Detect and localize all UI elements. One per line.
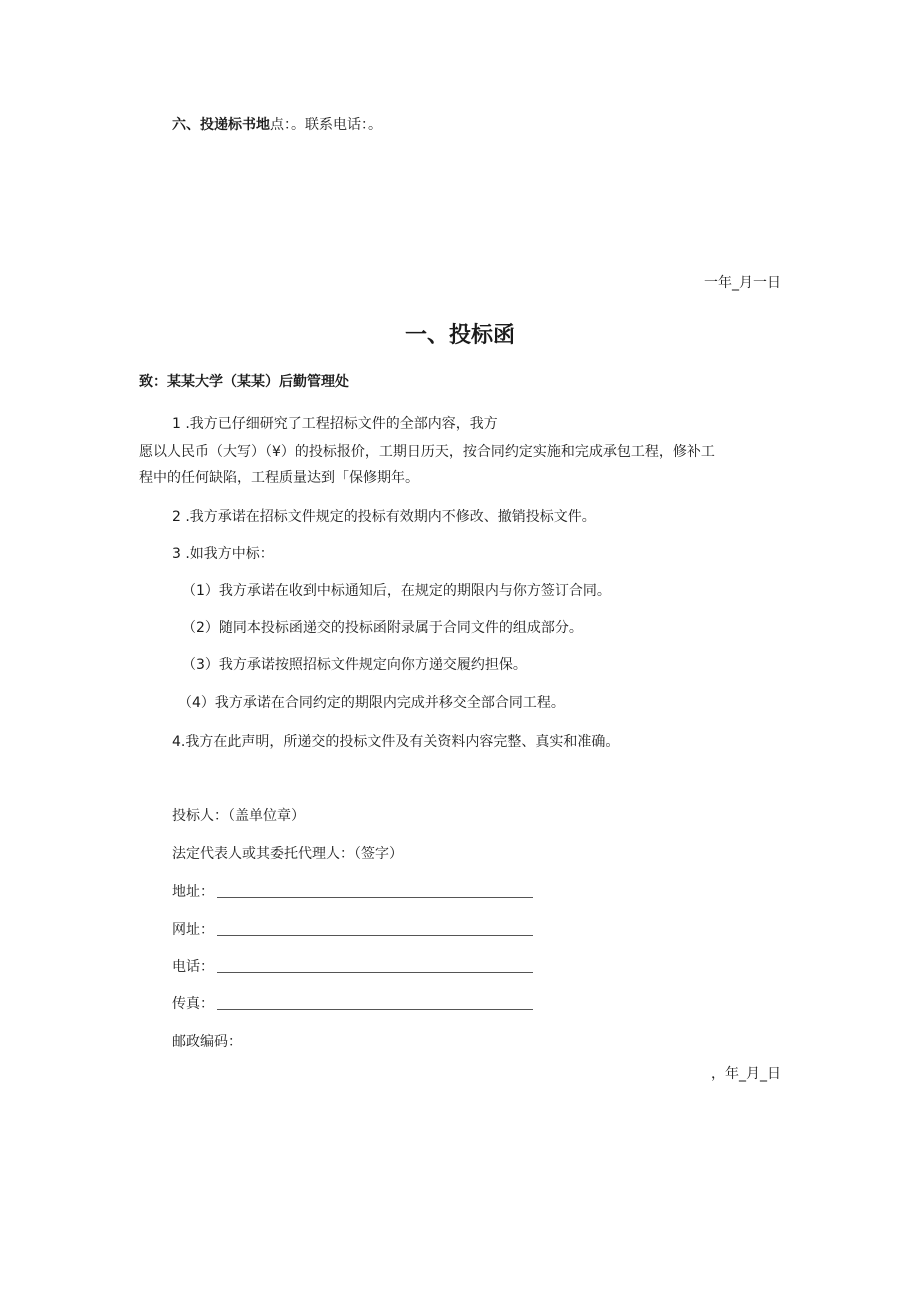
item-2: 2 .我方承诺在招标文件规定的投标有效期内不修改、撤销投标文件。 (172, 509, 596, 525)
item-1-line-1: 1 .我方已仔细研究了工程招标文件的全部内容，我方 (172, 416, 498, 432)
sub-item-3: （3）我方承诺按照招标文件规定向你方递交履约担保。 (182, 657, 527, 673)
date-top: 一年_月一日 (704, 275, 781, 291)
bid-location-contact: 点：。联系电话：。 (270, 117, 382, 133)
address-label: 地址： (172, 884, 214, 900)
item-1-line-3: 程中的任何缺陷，工程质量达到「保修期年。 (139, 470, 419, 486)
website-label: 网址： (172, 922, 214, 938)
phone-label: 电话： (172, 959, 214, 975)
postcode-label: 邮政编码： (172, 1034, 242, 1050)
phone-field-line (217, 972, 533, 973)
representative-line: 法定代表人或其委托代理人：（签字） (172, 846, 403, 862)
address-field-line (217, 897, 533, 898)
addressee: 致：某某大学（某某）后勤管理处 (139, 374, 349, 390)
website-field-line (217, 935, 533, 936)
item-1-line-2: 愿以人民币（大写）（¥）的投标报价，工期日历天，按合同约定实施和完成承包工程，修补工 (139, 444, 715, 460)
sub-item-1: （1）我方承诺在收到中标通知后，在规定的期限内与你方签订合同。 (182, 583, 611, 599)
item-4: 4.我方在此声明，所递交的投标文件及有关资料内容完整、真实和准确。 (172, 734, 620, 750)
sub-item-4: （4）我方承诺在合同约定的期限内完成并移交全部合同工程。 (178, 695, 565, 711)
date-bottom: ，年_月_日 (711, 1066, 781, 1082)
fax-field-line (217, 1009, 533, 1010)
fax-label: 传真： (172, 996, 214, 1012)
bid-location-line (172, 114, 382, 134)
item-3: 3 .如我方中标： (172, 546, 274, 562)
bidder-line: 投标人：（盖单位章） (172, 808, 305, 824)
page-title: 一、投标函 (404, 323, 515, 348)
sub-item-2: （2）随同本投标函递交的投标函附录属于合同文件的组成部分。 (182, 620, 583, 636)
bid-location-heading: 六、投递标书地 (172, 117, 270, 133)
